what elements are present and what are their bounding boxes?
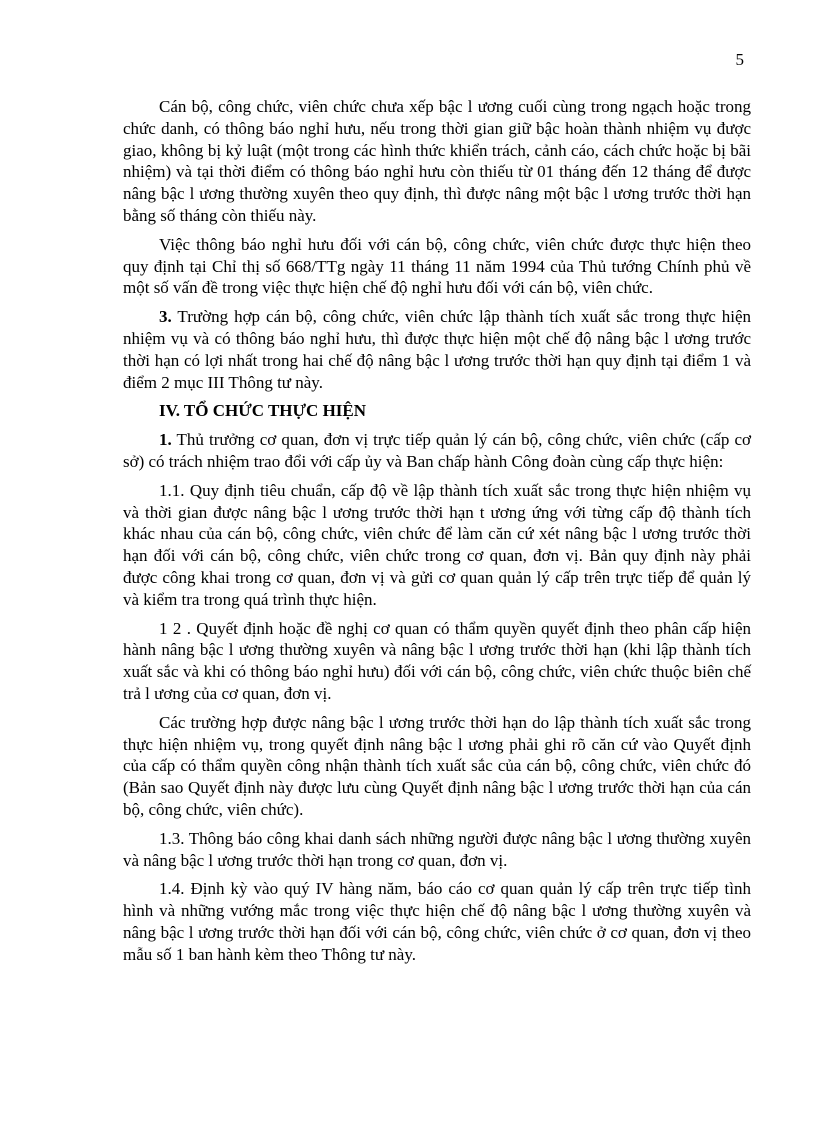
paragraph — [123, 712, 751, 821]
paragraph — [123, 96, 751, 227]
document-body — [123, 96, 751, 972]
paragraph — [123, 828, 751, 872]
paragraph-text: Việc thông báo nghỉ hưu đối với cán bộ, công chức, viên chức được thực hiện theo quy định tại Chỉ thị số 668/TTg ngày 11 tháng 11 năm 1994 của Thủ tướng Chính phủ về một số vấn đề trong việc thực hiện chế độ nghỉ hưu đối với cán bộ, viên chức. — [123, 234, 751, 298]
paragraph-text: Cán bộ, công chức, viên chức chưa xếp bậc l ương cuối cùng trong ngạch hoặc trong chức danh, có thông báo nghỉ hưu, nếu trong thời gian giữ bậc hoàn thành nhiệm vụ được giao, không bị kỷ luật (một trong các hình thức khiển trách, cảnh cáo, cách chức hoặc bị bãi nhiệm) và tại thời điểm có thông báo nghỉ hưu còn thiếu từ 01 tháng đến 12 tháng để được nâng bậc l ương thường xuyên theo quy định, thì được nâng một bậc l ương trước thời hạn bằng số tháng còn thiếu này. — [123, 97, 751, 225]
paragraph-number: 3. — [159, 307, 172, 327]
paragraph-number: 1. — [159, 430, 172, 450]
paragraph — [123, 878, 751, 965]
paragraph-text: Trường hợp cán bộ, công chức, viên chức lập thành tích xuất sắc trong thực hiện nhiệm vụ và có thông báo nghỉ hưu, thì được thực hiện một chế độ nâng bậc l ương trước thời hạn có lợi nhất trong hai chế độ nâng bậc l ương trước thời hạn quy định tại điểm 1 và điểm 2 mục III Thông tư này. — [123, 307, 751, 392]
paragraph-text: 1 2 . Quyết định hoặc đề nghị cơ quan có thẩm quyền quyết định theo phân cấp hiện hành nâng bậc l ương thường xuyên và nâng bậc l ương trước thời hạn (khi lập thành tích xuất sắc và khi có thông báo nghỉ hưu) đối với cán bộ, công chức, viên chức thuộc biên chế trả l ương của cơ quan, đơn vị. — [123, 618, 751, 703]
paragraph-text: 1.4. Định kỳ vào quý IV hàng năm, báo cáo cơ quan quản lý cấp trên trực tiếp tình hình và những vướng mắc trong việc thực hiện chế độ nâng bậc l ương thường xuyên và nâng bậc l ương trước thời hạn đối với cán bộ, công chức, viên chức ở cơ quan, đơn vị theo mẫu số 1 ban hành kèm theo Thông tư này. — [123, 879, 751, 964]
paragraph-text: 1.3. Thông báo công khai danh sách những người được nâng bậc l ương thường xuyên và nâng bậc l ương trước thời hạn trong cơ quan, đơn vị. — [123, 828, 751, 870]
paragraph-text: IV. TỔ CHỨC THỰC HIỆN — [159, 401, 367, 421]
section-heading — [123, 400, 751, 422]
paragraph — [123, 306, 751, 393]
paragraph — [123, 429, 751, 473]
paragraph-text: Các trường hợp được nâng bậc l ương trước thời hạn do lập thành tích xuất sắc trong thực hiện nhiệm vụ, trong quyết định nâng bậc l ương phải ghi rõ căn cứ vào Quyết định của cấp có thẩm quyền công nhận thành tích xuất sắc của cán bộ, công chức, viên chức đó (Bản sao Quyết định này được lưu cùng Quyết định nâng bậc l ương trước thời hạn của cán bộ, công chức, viên chức). — [123, 712, 751, 819]
paragraph — [123, 480, 751, 611]
page-number: 5 — [735, 50, 744, 69]
paragraph-text: Thủ trưởng cơ quan, đơn vị trực tiếp quản lý cán bộ, công chức, viên chức (cấp cơ sở) có trách nhiệm trao đổi với cấp ủy và Ban chấp hành Công đoàn cùng cấp thực hiện: — [123, 430, 751, 471]
paragraph — [123, 618, 751, 705]
paragraph — [123, 234, 751, 299]
paragraph-text: 1.1. Quy định tiêu chuẩn, cấp độ về lập thành tích xuất sắc trong thực hiện nhiệm vụ và thời gian được nâng bậc l ương trước thời hạn t ương ứng với từng cấp độ thành tích khác nhau của cán bộ, công chức, viên chức để làm căn cứ xét nâng bậc l ương trước thời hạn đối với cán bộ, công chức, viên chức trong cơ quan, đơn vị. Bản quy định này phải được công khai trong cơ quan, đơn vị và gửi cơ quan quản lý cấp trên trực tiếp để quản lý và kiểm tra trong quá trình thực hiện. — [123, 480, 751, 609]
